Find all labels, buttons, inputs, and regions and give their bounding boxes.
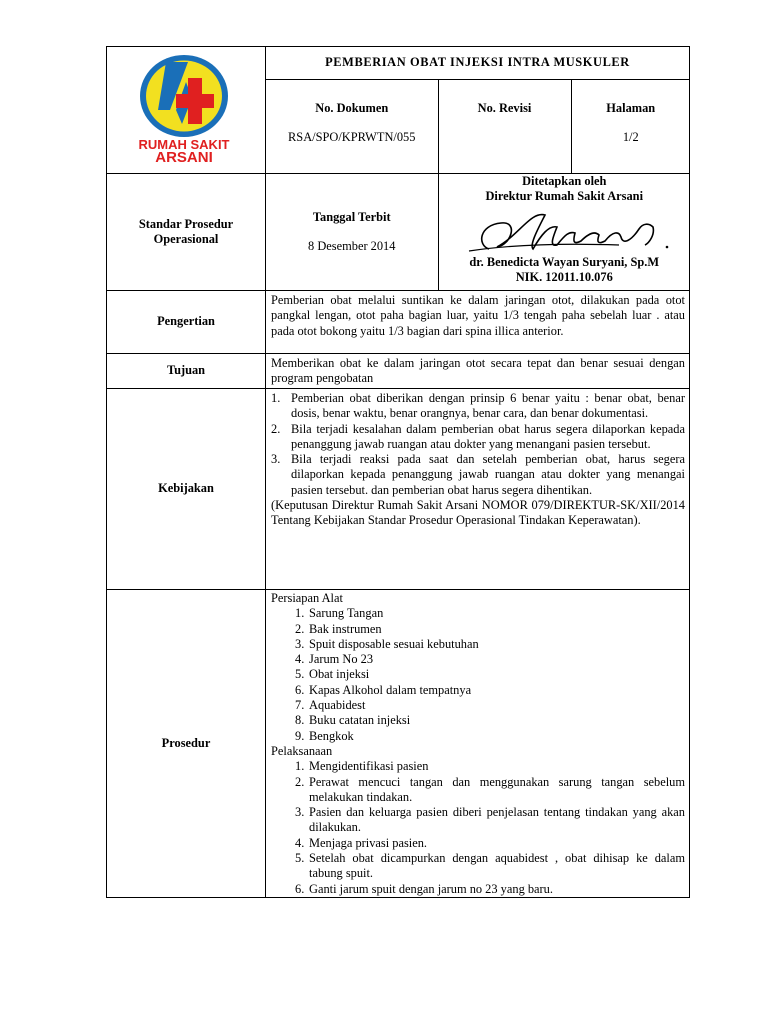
hospital-logo bbox=[136, 52, 236, 164]
pelaksanaan-list bbox=[271, 759, 689, 897]
alat-list bbox=[271, 606, 689, 744]
pengertian-label: Pengertian bbox=[107, 291, 266, 354]
signature-image bbox=[449, 205, 679, 259]
list-item: 2. Bak instrumen bbox=[295, 621, 382, 636]
doc-number: RSA/SPO/KPRWTN/055 bbox=[288, 130, 416, 145]
page-value: 1/2 bbox=[622, 130, 639, 145]
signer-nik: NIK. 12011.10.076 bbox=[515, 269, 613, 284]
tujuan-text: Memberikan obat ke dalam jaringan otot secara tepat dan benar sesuai dengan program pengobatan bbox=[266, 354, 690, 389]
alat-heading: Persiapan Alat bbox=[271, 591, 343, 605]
list-item: 8. Buku catatan injeksi bbox=[295, 713, 411, 728]
list-item: 3. Pasien dan keluarga pasien diberi penjelasan tentang tindakan yang akan dilakukan. bbox=[295, 805, 685, 835]
doc-number-label: No. Dokumen bbox=[315, 101, 389, 115]
revision-label: No. Revisi bbox=[477, 101, 532, 115]
sop-info-cell bbox=[266, 174, 690, 291]
list-item: 9. Bengkok bbox=[295, 728, 354, 743]
logo-cell bbox=[107, 47, 266, 174]
list-item: 2. Perawat mencuci tangan dan menggunakan sarung tangan sebelum melakukan tindakan. bbox=[295, 774, 685, 804]
list-item: 1. Mengidentifikasi pasien bbox=[295, 759, 429, 774]
approval-cell bbox=[438, 174, 690, 290]
kebijakan-cell bbox=[266, 389, 690, 590]
issue-date: 8 Desember 2014 bbox=[308, 239, 396, 253]
issue-date-cell bbox=[266, 174, 438, 290]
sop-label-line1: Standar Prosedur bbox=[138, 216, 234, 231]
logo-line2: ARSANI bbox=[155, 148, 213, 164]
approved-by-line1: Ditetapkan oleh bbox=[522, 174, 607, 188]
prosedur-cell bbox=[266, 590, 690, 898]
doc-info-cell bbox=[266, 80, 690, 174]
signer-name: dr. Benedicta Wayan Suryani, Sp.M bbox=[469, 254, 660, 269]
prosedur-label: Prosedur bbox=[107, 590, 266, 898]
page-label: Halaman bbox=[606, 101, 656, 115]
list-item: 4. Jarum No 23 bbox=[295, 652, 374, 667]
list-item: 7. Aquabidest bbox=[295, 698, 366, 713]
revision-cell bbox=[438, 80, 571, 173]
approved-by-line2: Direktur Rumah Sakit Arsani bbox=[485, 189, 644, 204]
list-item: 5. Setelah obat dicampurkan dengan aquabidest , obat dihisap ke dalam tabung spuit. bbox=[295, 851, 685, 881]
list-item: 5. Obat injeksi bbox=[295, 667, 370, 682]
list-item: 3. Spuit disposable sesuai kebutuhan bbox=[295, 636, 479, 651]
pelaksanaan-heading: Pelaksanaan bbox=[271, 743, 333, 758]
list-item: 1. Sarung Tangan bbox=[295, 606, 384, 621]
tujuan-label: Tujuan bbox=[107, 354, 266, 389]
list-item: 3. Bila terjadi reaksi pada saat dan setelah pemberian obat, harus segera dilaporkan kepada penanggung jawab ruangan atau dokter yang menangai pasien tersebut. dan pemberian obat harus segera dihentikan. bbox=[271, 452, 685, 497]
list-item: 6. Kapas Alkohol dalam tempatnya bbox=[295, 682, 472, 697]
kebijakan-label: Kebijakan bbox=[107, 389, 266, 590]
list-item: 1. Pemberian obat diberikan dengan prinsip 6 benar yaitu : benar obat, benar dosis, benar waktu, benar orangnya, benar cara, dan benar dokumentasi. bbox=[271, 391, 685, 421]
list-item: 6. Ganti jarum spuit dengan jarum no 23 yang baru. bbox=[295, 881, 553, 896]
sop-document bbox=[106, 46, 690, 898]
sop-label-line2: Operasional bbox=[153, 232, 219, 246]
document-title: PEMBERIAN OBAT INJEKSI INTRA MUSKULER bbox=[266, 47, 690, 80]
logo-line1: RUMAH SAKIT bbox=[138, 136, 230, 152]
doc-number-cell bbox=[266, 80, 438, 173]
pengertian-text: Pemberian obat melalui suntikan ke dalam jaringan otot, dilakukan pada otot pangkal lengan, otot paha bagian luar, yaitu 1/3 tengah paha sebelah luar . atau pada otot bokong yaitu 1/3 bagian dari spina illica anterior. bbox=[266, 291, 690, 354]
sop-label-cell bbox=[107, 174, 266, 291]
issue-date-label: Tanggal Terbit bbox=[312, 209, 391, 224]
list-item: 4. Menjaga privasi pasien. bbox=[295, 835, 428, 850]
page-cell bbox=[571, 80, 690, 173]
list-item: 2. Bila terjadi kesalahan dalam pemberian obat harus segera dilaporkan kepada penanggung jawab ruangan atau dokter yang menangani pasien tersebut. bbox=[271, 421, 685, 451]
kebijakan-list bbox=[271, 391, 685, 498]
kebijakan-note: (Keputusan Direktur Rumah Sakit Arsani NOMOR 079/DIREKTUR-SK/XII/2014 Tentang Kebijakan Standar Prosedur Operasional Tindakan Keperawatan). bbox=[271, 498, 685, 528]
